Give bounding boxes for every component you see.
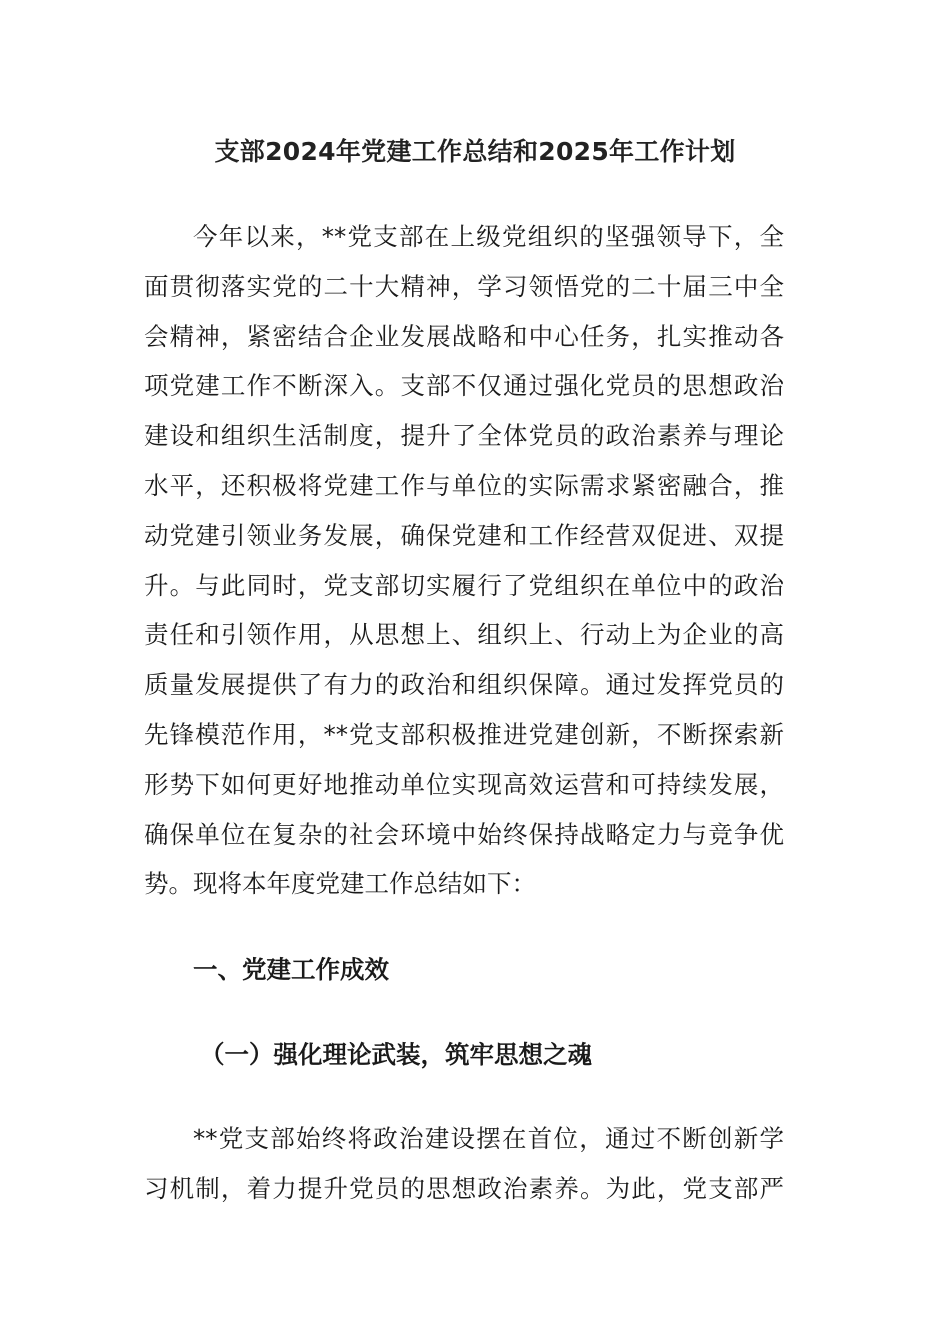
paragraph-line: 质量发展提供了有力的政治和组织保障。通过发挥党员的 xyxy=(144,670,784,700)
subsection-heading: （一）强化理论武装，筑牢思想之魂 xyxy=(200,1040,592,1069)
intro-paragraph xyxy=(144,212,784,909)
paragraph-line: 形势下如何更好地推动单位实现高效运营和可持续发展， xyxy=(144,769,784,799)
document-title: 支部2024年党建工作总结和2025年工作计划 xyxy=(214,137,736,166)
paragraph-line: 势。现将本年度党建工作总结如下： xyxy=(144,869,536,899)
paragraph-line: 确保单位在复杂的社会环境中始终保持战略定力与竞争优 xyxy=(144,819,784,849)
subsection-paragraph xyxy=(144,1114,784,1214)
paragraph-line: 建设和组织生活制度，提升了全体党员的政治素养与理论 xyxy=(144,421,784,451)
paragraph-line: 先锋模范作用，**党支部积极推进党建创新，不断探索新 xyxy=(144,719,784,749)
paragraph-line: 动党建引领业务发展，确保党建和工作经营双促进、双提 xyxy=(144,520,784,550)
paragraph-line: 升。与此同时，党支部切实履行了党组织在单位中的政治 xyxy=(144,570,784,600)
paragraph-line: 习机制，着力提升党员的思想政治素养。为此，党支部严 xyxy=(144,1173,784,1203)
section-heading: 一、党建工作成效 xyxy=(193,955,389,984)
paragraph-line: 项党建工作不断深入。支部不仅通过强化党员的思想政治 xyxy=(144,371,784,401)
paragraph-line: 水平，还积极将党建工作与单位的实际需求紧密融合，推 xyxy=(144,470,784,500)
paragraph-line: 会精神，紧密结合企业发展战略和中心任务，扎实推动各 xyxy=(144,321,784,351)
paragraph-line: 责任和引领作用，从思想上、组织上、行动上为企业的高 xyxy=(144,620,784,650)
paragraph-line: **党支部始终将政治建设摆在首位，通过不断创新学 xyxy=(193,1124,784,1153)
paragraph-line: 今年以来，**党支部在上级党组织的坚强领导下，全 xyxy=(193,222,784,251)
paragraph-line: 面贯彻落实党的二十大精神，学习领悟党的二十届三中全 xyxy=(144,271,784,301)
